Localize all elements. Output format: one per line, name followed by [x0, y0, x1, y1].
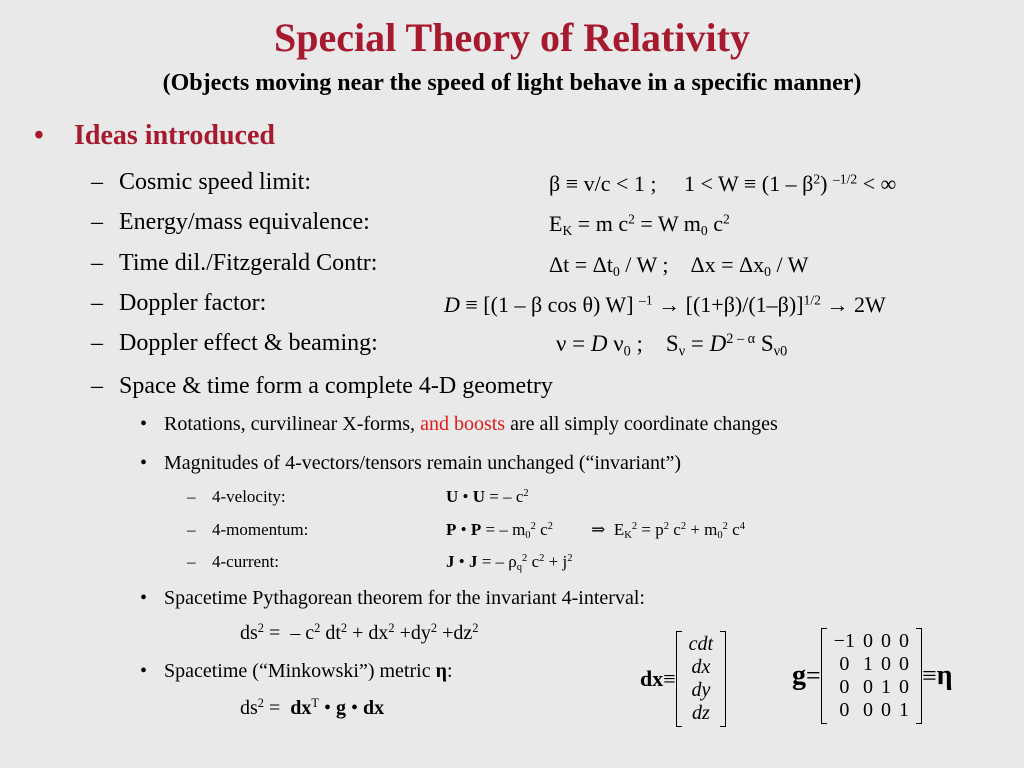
- formula-four-current: J • J = – $\rho_q^2$ $c^2 + j^2$: [446, 552, 573, 574]
- dash-icon: –: [91, 330, 103, 356]
- four-current-label: 4-current:: [212, 552, 280, 571]
- formula-interval: $ds^2$ = – $c^2$ $dt^2 + dx^2 +dy^2 +dz^2$: [240, 621, 479, 644]
- bullet-icon: •: [34, 120, 44, 151]
- dash-icon: –: [91, 373, 103, 399]
- dx-vector: cdt dx dy dz: [676, 631, 726, 727]
- dash-icon: –: [91, 250, 103, 276]
- dash-icon: –: [91, 290, 103, 316]
- boosts-highlight: and boosts: [420, 413, 506, 435]
- item-mass-energy-label: Energy/mass equivalence:: [119, 209, 370, 235]
- metric-matrix: −1 0 0 0 0 1 0 0 0 0 1 0 0 0 0 1: [821, 628, 922, 724]
- formula-doppler-factor: D ≡ [(1 – β cos θ) W] $^{-1} \to [(1+\beta)/(1-\beta)]^{1/2} \to 2W$: [444, 292, 886, 317]
- dx-vector-block: dx ≡ cdt dx dy dz: [640, 631, 726, 727]
- dash-icon: –: [187, 487, 196, 506]
- formula-four-momentum: P • P = – $m_0^2$ $c^2$ ⇒ $E_K^2 = p^2$ $c^2 + m_0^2$ $c^4$: [446, 520, 745, 542]
- sub-pythagorean: Spacetime Pythagorean theorem for the invariant 4-interval:: [164, 587, 645, 609]
- item-doppler-beaming-label: Doppler effect & beaming:: [119, 330, 378, 356]
- bullet-icon: •: [140, 660, 148, 682]
- formula-time-dilation: $\Delta t = \Delta t_0 / W$ ; $\Delta x = \Delta x_0 / W$: [549, 252, 809, 280]
- item-4d-geometry-label: Space & time form a complete 4-D geometry: [119, 373, 553, 399]
- bullet-icon: •: [140, 452, 148, 474]
- dash-icon: –: [187, 520, 196, 539]
- formula-mass-energy: $E_K = m$ $c^2 = W$ $m_0$ $c^2$: [549, 211, 730, 239]
- dash-icon: –: [91, 169, 103, 195]
- item-speed-limit-label: Cosmic speed limit:: [119, 169, 311, 195]
- formula-metric-interval: $ds^2 = dx^T$ • g • dx: [240, 696, 385, 719]
- formula-doppler-beaming: ν = D $\nu_0$ ; $S_\nu = D^{2 - \alpha}$ $S_{\nu 0}$: [556, 331, 788, 360]
- formula-speed-limit: β ≡ v/c < 1 ; $1 < W \equiv (1 - \beta^2)$ $^{-1/2}$ < ∞: [549, 171, 897, 196]
- eta-symbol: η: [435, 660, 447, 682]
- four-velocity-label: 4-velocity:: [212, 487, 286, 506]
- heading-ideas: Ideas introduced: [74, 120, 275, 151]
- four-momentum-label: 4-momentum:: [212, 520, 309, 539]
- slide-title: Special Theory of Relativity: [274, 15, 750, 60]
- sub-magnitudes: Magnitudes of 4-vectors/tensors remain unchanged (“invariant”): [164, 452, 682, 474]
- bullet-icon: •: [140, 413, 148, 435]
- slide-subtitle: (Objects moving near the speed of light behave in a specific manner): [162, 70, 862, 96]
- item-doppler-factor-label: Doppler factor:: [119, 290, 267, 316]
- dash-icon: –: [187, 552, 196, 571]
- bullet-icon: •: [140, 587, 148, 609]
- sub-minkowski: Spacetime (“Minkowski”) metric η:: [164, 660, 453, 682]
- metric-matrix-block: g = −1 0 0 0 0 1 0 0 0 0 1 0 0 0 0 1 ≡ η: [792, 628, 953, 724]
- item-time-dilation-label: Time dil./Fitzgerald Contr:: [119, 250, 378, 276]
- eta-matrix-symbol: η: [936, 660, 953, 691]
- sub-rotations: Rotations, curvilinear X-forms, and boosts are all simply coordinate changes: [164, 413, 778, 435]
- dash-icon: –: [91, 209, 103, 235]
- formula-four-velocity: U • U = – $c^2$: [446, 487, 529, 506]
